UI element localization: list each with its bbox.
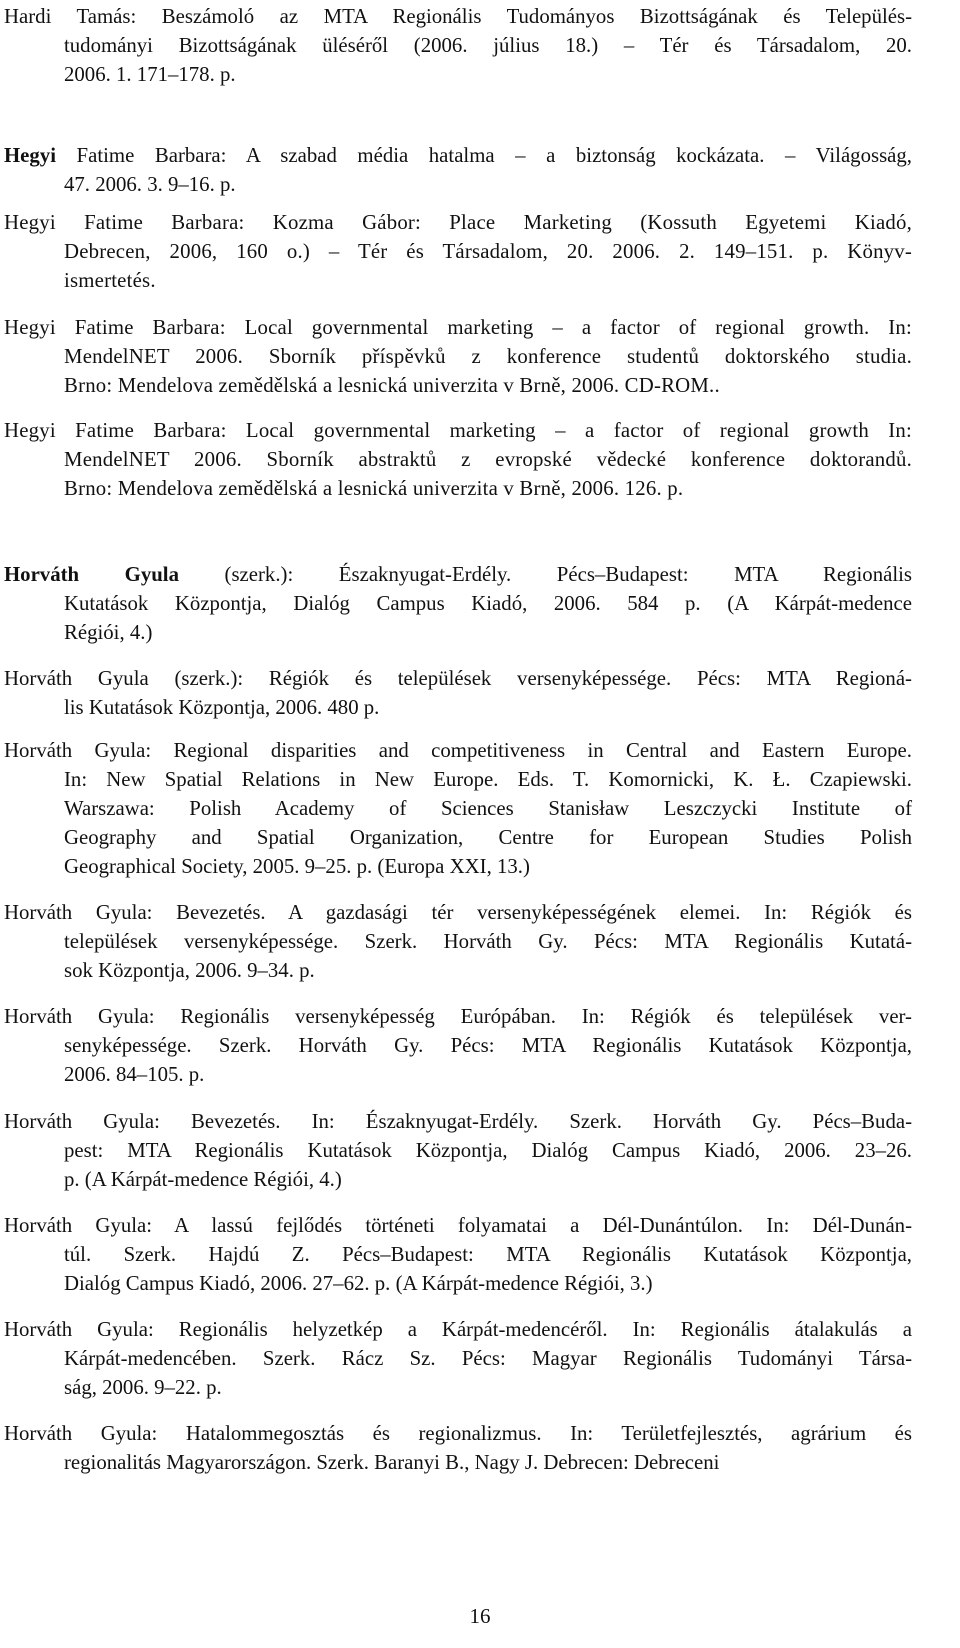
bibliography-entry — [4, 664, 912, 722]
entry-line: Horváth Gyula: Regionális versenyképesség Európában. In: Régiók és települések ver- — [4, 1005, 912, 1028]
entry-line: Hardi Tamás: Beszámoló az MTA Regionális Tudományos Bizottságának és Település- — [4, 5, 912, 28]
entry-line: Horváth Gyula: A lassú fejlődés történeti folyamatai a Dél-Dunántúlon. In: Dél-Dunán- — [4, 1214, 912, 1237]
entry-line: Hegyi Fatime Barbara: Local governmental marketing – a factor of regional growth. In: — [4, 316, 912, 339]
bibliography-entry — [4, 1211, 912, 1298]
bibliography-entry — [4, 313, 912, 400]
entry-line: Horváth Gyula: Hatalommegosztás és regionalizmus. In: Területfejlesztés, agrárium és — [4, 1422, 912, 1445]
entry-line: Hegyi Fatime Barbara: Kozma Gábor: Place Marketing (Kossuth Egyetemi Kiadó, — [4, 211, 912, 234]
page-number: 16 — [469, 1604, 491, 1628]
entry-line: Hegyi Fatime Barbara: Local governmental marketing – a factor of regional growth In: — [4, 419, 912, 442]
entry-line: Régiói, 4.) — [64, 621, 153, 644]
bibliography-entry — [4, 2, 912, 89]
entry-line: ismertetés. — [64, 269, 156, 292]
entry-line: túl. Szerk. Hajdú Z. Pécs–Budapest: MTA Regionális Kutatások Központja, — [64, 1243, 912, 1266]
bibliography-entry — [4, 1107, 912, 1194]
entry-line: Horváth Gyula: Regional disparities and competitiveness in Central and Eastern Europe. — [4, 739, 912, 762]
entry-line: ság, 2006. 9–22. p. — [64, 1376, 222, 1399]
bibliography-entry — [4, 1002, 912, 1089]
entry-line: tudományi Bizottságának üléséről (2006. július 18.) – Tér és Társadalom, 20. — [64, 34, 912, 57]
entry-line — [4, 560, 912, 589]
entry-line: Kárpát-medencében. Szerk. Rácz Sz. Pécs: Magyar Regionális Tudományi Társa- — [64, 1347, 912, 1370]
entry-line: In: New Spatial Relations in New Europe. Eds. T. Komornicki, K. Ł. Czapiewski. — [64, 768, 912, 791]
bibliography-entry — [4, 898, 912, 985]
entry-line: Geography and Spatial Organization, Centre for European Studies Polish — [64, 826, 912, 849]
entry-text: (szerk.): Északnyugat-Erdély. Pécs–Budapest: MTA Regionális — [178, 563, 912, 586]
entry-line: regionalitás Magyarországon. Szerk. Baranyi B., Nagy J. Debrecen: Debreceni — [64, 1451, 720, 1474]
author-name: Hegyi — [4, 144, 56, 167]
bibliography-entry — [4, 560, 912, 647]
entry-line: Dialóg Campus Kiadó, 2006. 27–62. p. (A Kárpát-medence Régiói, 3.) — [64, 1272, 653, 1295]
bibliography-entry — [4, 141, 912, 199]
entry-line: Horváth Gyula: Regionális helyzetkép a Kárpát-medencéről. In: Regionális átalakulás a — [4, 1318, 912, 1341]
entry-line: lis Kutatások Központja, 2006. 480 p. — [64, 696, 380, 719]
entry-line: Warszawa: Polish Academy of Sciences Stanisław Leszczycki Institute of — [64, 797, 912, 820]
entry-line: senyképessége. Szerk. Horváth Gy. Pécs: MTA Regionális Kutatások Központja, — [64, 1034, 912, 1057]
entry-line: Horváth Gyula (szerk.): Régiók és települések versenyképessége. Pécs: MTA Regioná- — [4, 667, 912, 690]
entry-line: Horváth Gyula: Bevezetés. A gazdasági tér versenyképességének elemei. In: Régiók és — [4, 901, 912, 924]
entry-line: pest: MTA Regionális Kutatások Központja, Dialóg Campus Kiadó, 2006. 23–26. — [64, 1139, 912, 1162]
entry-line: MendelNET 2006. Sborník příspěvků z konference studentů doktorského studia. — [64, 345, 912, 368]
entry-line: Brno: Mendelova zemědělská a lesnická univerzita v Brně, 2006. 126. p. — [64, 477, 684, 500]
entry-line: 47. 2006. 3. 9–16. p. — [64, 173, 236, 196]
entry-line: települések versenyképessége. Szerk. Horváth Gy. Pécs: MTA Regionális Kutatá- — [64, 930, 912, 953]
entry-line: Debrecen, 2006, 160 o.) – Tér és Társadalom, 20. 2006. 2. 149–151. p. Könyv- — [64, 240, 912, 263]
entry-line: sok Központja, 2006. 9–34. p. — [64, 959, 315, 982]
bibliography-entry — [4, 1315, 912, 1402]
entry-line — [4, 141, 912, 170]
entry-text: Fatime Barbara: A szabad média hatalma – a biztonság kockázata. – Világosság, — [55, 144, 912, 167]
bibliography-entry — [4, 736, 912, 881]
entry-line: Horváth Gyula: Bevezetés. In: Északnyugat-Erdély. Szerk. Horváth Gy. Pécs–Buda- — [4, 1110, 912, 1133]
entry-line: 2006. 1. 171–178. p. — [64, 63, 236, 86]
bibliography-entry — [4, 208, 912, 295]
entry-line: Geographical Society, 2005. 9–25. p. (Europa XXI, 13.) — [64, 855, 530, 878]
entry-line: 2006. 84–105. p. — [64, 1063, 205, 1086]
bibliography-entry — [4, 1419, 912, 1477]
entry-line: MendelNET 2006. Sborník abstraktů z evropské vědecké konference doktorandů. — [64, 448, 912, 471]
author-name: Horváth Gyula — [4, 563, 179, 586]
entry-line: Kutatások Központja, Dialóg Campus Kiadó, 2006. 584 p. (A Kárpát-medence — [64, 592, 912, 615]
entry-line: Brno: Mendelova zemědělská a lesnická univerzita v Brně, 2006. CD-ROM.. — [64, 374, 720, 397]
entry-line: p. (A Kárpát-medence Régiói, 4.) — [64, 1168, 342, 1191]
bibliography-entry — [4, 416, 912, 503]
